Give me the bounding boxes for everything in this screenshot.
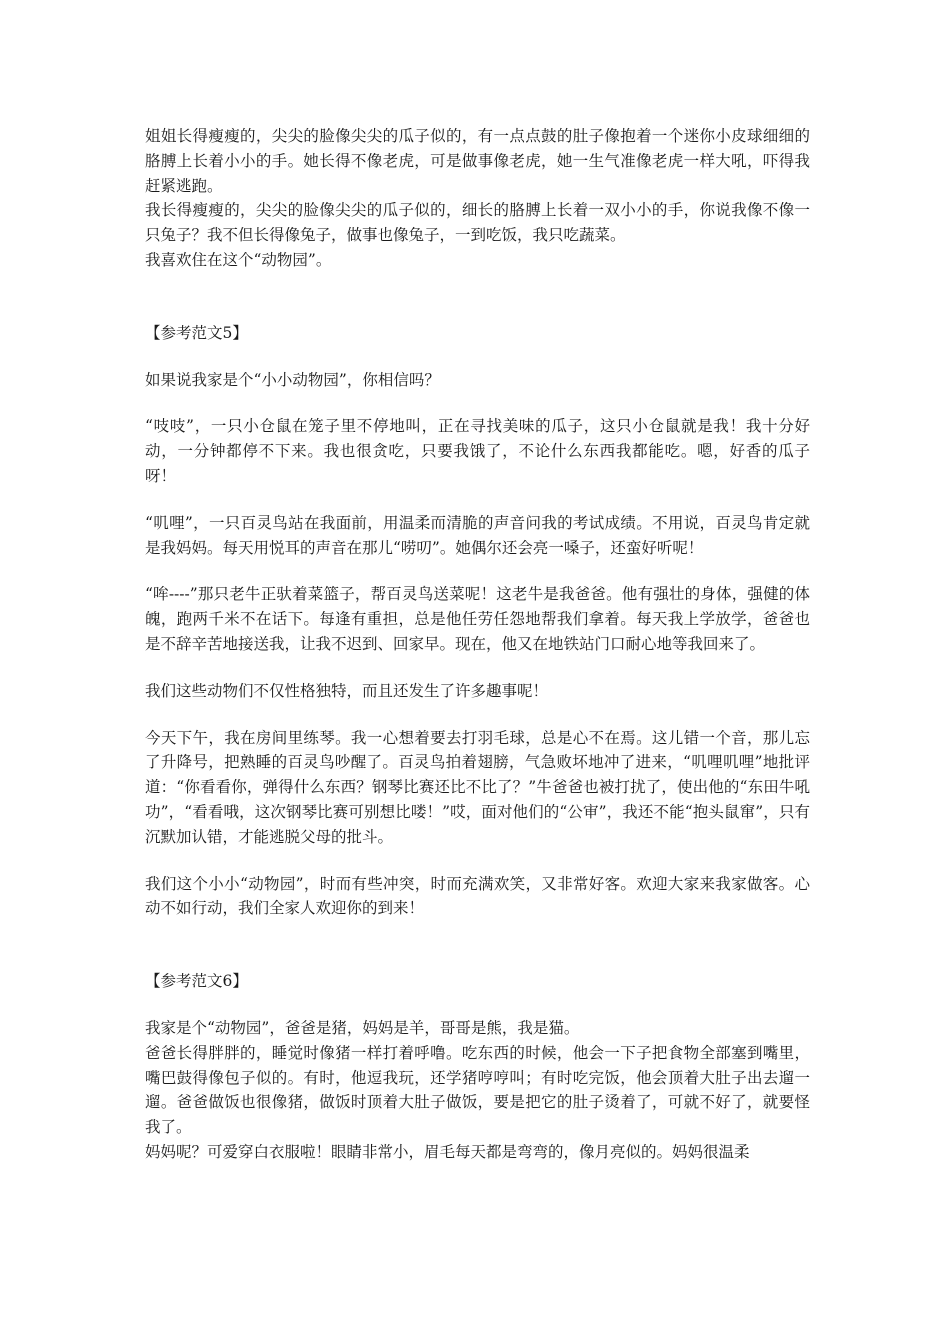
- paragraph-spacer: [145, 850, 810, 872]
- paragraph-me-rabbit: 我长得瘦瘦的，尖尖的脸像尖尖的瓜子似的，细长的胳膊上长着一双小小的手，你说我像不像一只兔子？我不但长得像兔子，做事也像兔子，一到吃饭，我只吃蔬菜。: [145, 201, 810, 245]
- paragraph-dad-pig: 爸爸长得胖胖的，睡觉时像猪一样打着呼噜。吃东西的时候，他会一下子把食物全部塞到嘴里，嘴巴鼓得像包子似的。有时，他逗我玩，还学猪哼哼叫；有时吃完饭，他会顶着大肚子出去遛一遛。爸爸做饭也很像猪，做饭时顶着大肚子做饭，要是把它的肚子烫着了，可就不好了，就要怪我了。: [145, 1043, 810, 1137]
- section-spacer: [145, 273, 810, 321]
- section-spacer: [145, 921, 810, 969]
- paragraph-spacer: [145, 704, 810, 726]
- paragraph-mom-sheep: 妈妈呢？可爱穿白衣服啦！眼睛非常小，眉毛每天都是弯弯的，像月亮似的。妈妈很温柔: [145, 1142, 750, 1161]
- paragraph-fun-stories: 我们这些动物们不仅性格独特，而且还发生了许多趣事呢！: [145, 681, 549, 700]
- paragraph-ox: “哞----”那只老牛正驮着菜篮子，帮百灵鸟送菜呢！这老牛是我爸爸。他有强壮的身体，强健的体魄，跑两千米不在话下。每逢有重担，总是他任劳任怨地帮我们拿着。每天我上学放学，爸爸也是不辞辛苦地接送我，让我不迟到、回家早。现在，他又在地铁站门口耐心地等我回来了。: [145, 585, 810, 653]
- paragraph-piano: 今天下午，我在房间里练琴。我一心想着要去打羽毛球，总是心不在焉。这儿错一个音，那儿忘了升降号，把熟睡的百灵鸟吵醒了。百灵鸟拍着翅膀，气急败坏地冲了进来，“叽哩叽哩”地批评道：“你看看你，弹得什么东西？钢琴比赛还比不比了？”牛爸爸也被打扰了，使出他的“东田牛吼功”，“看看哦，这次钢琴比赛可别想比喽！”哎，面对他们的“公审”，我还不能“抱头鼠窜”，只有沉默加认错，才能逃脱父母的批斗。: [145, 728, 810, 846]
- document-page: [145, 124, 810, 1165]
- paragraph-like-zoo: 我喜欢住在这个“动物园”。: [145, 250, 332, 269]
- paragraph-spacer: [145, 657, 810, 679]
- paragraph-sister: 姐姐长得瘦瘦的，尖尖的脸像尖尖的瓜子似的，有一点点鼓的肚子像抱着一个迷你小皮球细细的胳膊上长着小小的手。她长得不像老虎，可是做事像老虎，她一生气准像老虎一样大吼，吓得我赶紧逃跑。: [145, 127, 810, 195]
- section-heading-6: 【参考范文6】: [145, 972, 248, 991]
- paragraph-hamster: “吱吱”，一只小仓鼠在笼子里不停地叫，正在寻找美味的瓜子，这只小仓鼠就是我！我十分好动，一分钟都停不下来。我也很贪吃，只要我饿了，不论什么东西我都能吃。嗯，好香的瓜子呀！: [145, 417, 810, 485]
- paragraph-spacer: [145, 392, 810, 414]
- paragraph-lark: “叽哩”，一只百灵鸟站在我面前，用温柔而清脆的声音问我的考试成绩。不用说，百灵鸟肯定就是我妈妈。每天用悦耳的声音在那儿“唠叨”。她偶尔还会亮一嗓子，还蛮好听呢！: [145, 513, 810, 557]
- paragraph-spacer: [145, 560, 810, 582]
- section-heading-5: 【参考范文5】: [145, 323, 248, 342]
- paragraph-spacer: [145, 346, 810, 368]
- paragraph-spacer: [145, 489, 810, 511]
- paragraph-family-animals: 我家是个“动物园”，爸爸是猪，妈妈是羊，哥哥是熊，我是猫。: [145, 1018, 580, 1037]
- paragraph-spacer: [145, 994, 810, 1016]
- paragraph-intro: 如果说我家是个“小小动物园”，你相信吗？: [145, 370, 440, 389]
- paragraph-welcome: 我们这个小小“动物园”，时而有些冲突，时而充满欢笑，又非常好客。欢迎大家来我家做客。心动不如行动，我们全家人欢迎你的到来！: [145, 874, 810, 918]
